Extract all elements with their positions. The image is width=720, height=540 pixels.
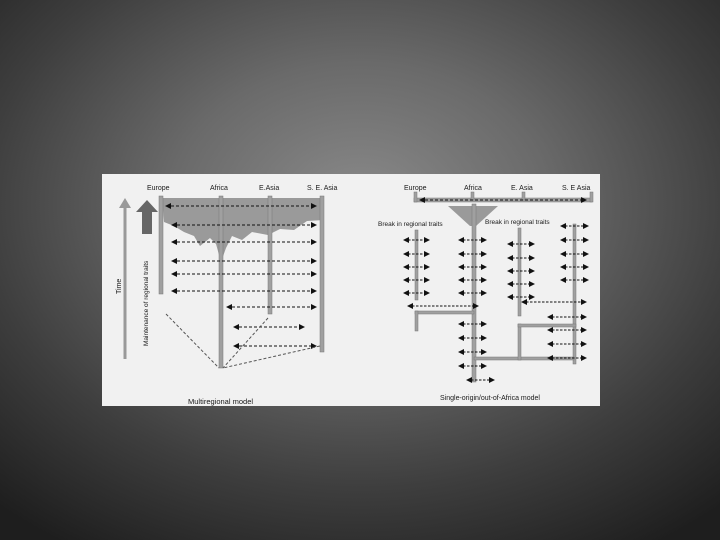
gene-flow-area bbox=[162, 198, 324, 262]
branch-europe-drop bbox=[415, 311, 418, 331]
top-bracket-east-asia-drop bbox=[522, 192, 525, 200]
branch-east-asia-up bbox=[518, 324, 521, 360]
branch-to-east-asia bbox=[474, 357, 574, 360]
break-label-left: Break in regional traits bbox=[378, 221, 443, 228]
maintenance-label: Maintenance of regional traits bbox=[143, 260, 150, 346]
lineage-bar-europe bbox=[159, 196, 163, 294]
evolution-models-figure bbox=[102, 174, 600, 406]
region-label-southeast-asia: S. E. Asia bbox=[307, 185, 338, 192]
converging-line bbox=[223, 346, 320, 368]
branch-to-europe bbox=[415, 311, 474, 314]
lineage-bar-southeast-asia bbox=[573, 224, 576, 364]
region-label-east-asia: E.Asia bbox=[259, 185, 280, 192]
break-label-right: Break in regional traits bbox=[485, 219, 550, 226]
multiregional-caption: Multiregional model bbox=[188, 397, 254, 406]
figure-svg bbox=[102, 174, 600, 406]
lineage-bar-southeast-asia bbox=[320, 196, 324, 352]
single-origin-panel bbox=[378, 185, 593, 402]
region-label-east-asia-2: E. Asia bbox=[511, 185, 533, 192]
top-bracket-right-drop bbox=[590, 192, 593, 202]
region-label-southeast-asia-2: S. E Asia bbox=[562, 185, 591, 192]
time-axis-arrowhead bbox=[119, 198, 131, 208]
multiregional-panel bbox=[116, 185, 337, 406]
lineage-bar-east-asia-old bbox=[518, 228, 521, 316]
top-bracket-left-drop bbox=[414, 192, 417, 202]
up-arrow-icon bbox=[136, 200, 158, 234]
time-label: Time bbox=[116, 278, 123, 294]
region-label-europe: Europe bbox=[147, 185, 170, 192]
single-origin-caption: Single-origin/out-of-Africa model bbox=[440, 395, 540, 402]
region-label-europe-2: Europe bbox=[404, 185, 427, 192]
converging-line bbox=[166, 314, 219, 368]
branch-east-asia-top bbox=[518, 324, 576, 327]
lineage-bar-africa bbox=[219, 196, 223, 368]
region-label-africa-2: Africa bbox=[464, 185, 482, 192]
converging-line bbox=[223, 318, 268, 368]
lineage-bar-east-asia bbox=[268, 196, 272, 314]
region-label-africa: Africa bbox=[210, 185, 228, 192]
top-bracket-africa-drop bbox=[471, 192, 474, 200]
